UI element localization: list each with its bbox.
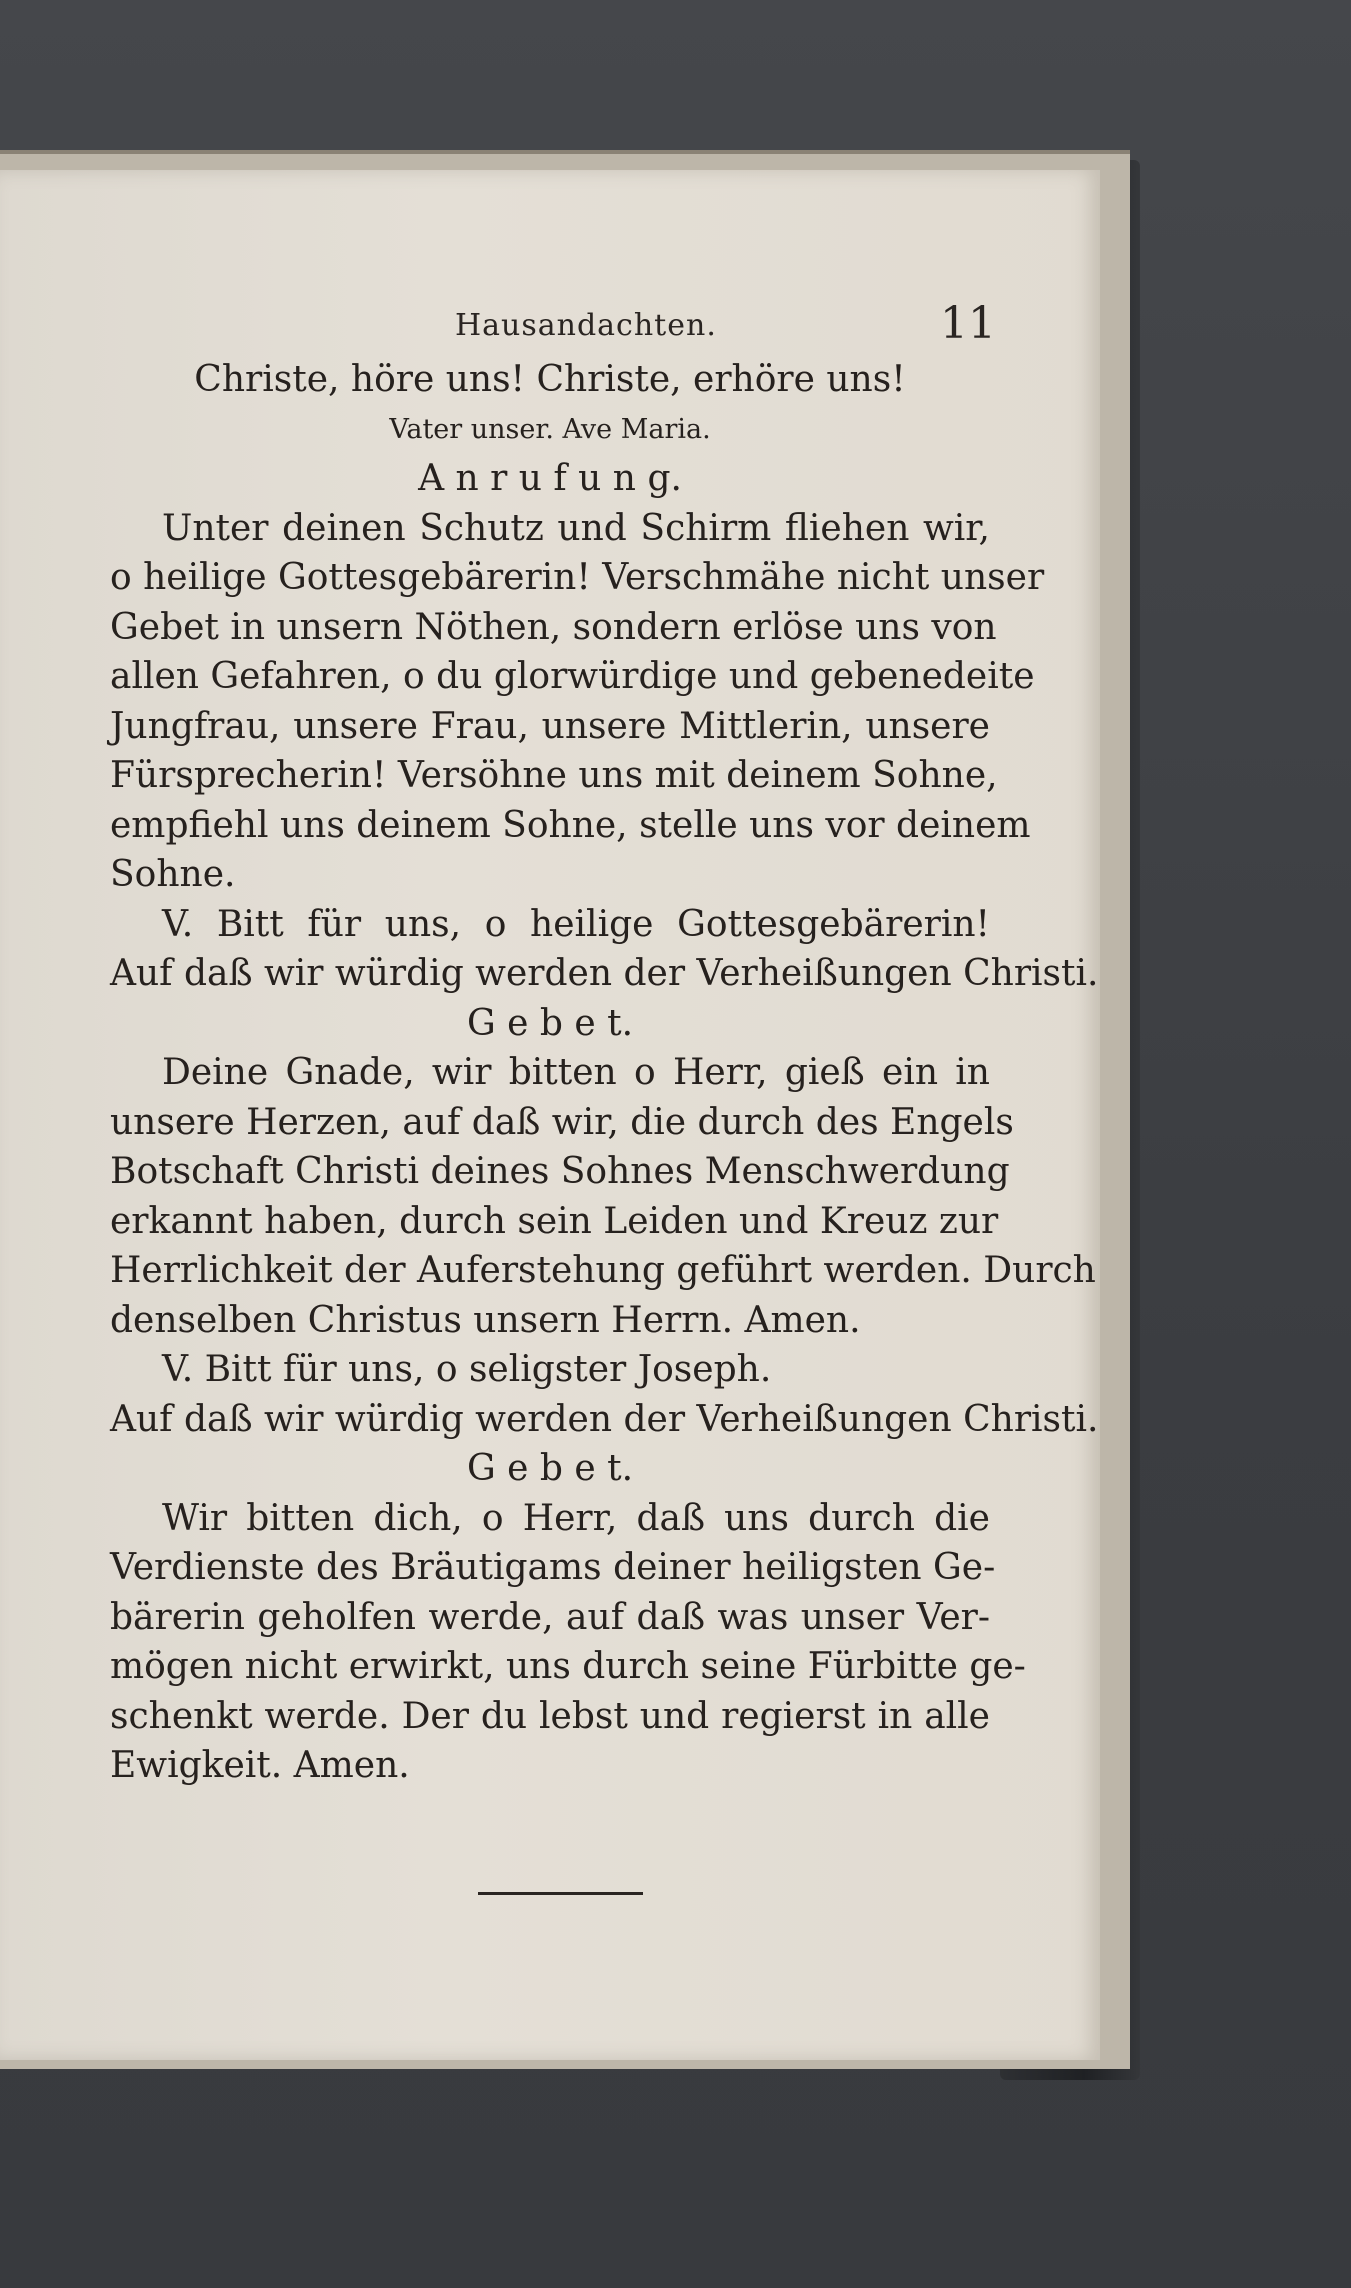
text-line: erkannt haben, durch sein Leiden und Kreuz zur [110,1200,999,1242]
text-line: Fürsprecherin! Versöhne uns mit deinem Sohne, [110,755,998,796]
text-line: Vater unser. Ave Maria. [389,413,711,445]
text-line: denselben Christus unsern Herrn. Amen. [110,1299,861,1341]
text-block [110,355,1099,1791]
text-line: Ewigkeit. Amen. [110,1745,410,1786]
text-line: schenkt werde. Der du lebst und regierst in alle [110,1695,990,1737]
text-line: Herrlichkeit der Auferstehung geführt werden. Durch [110,1250,1096,1291]
text-line: allen Gefahren, o du glorwürdige und gebenedeite [110,656,1035,697]
text-line: Wir bitten dich, o Herr, daß uns durch die [162,1497,990,1539]
text-line: Botschaft Christi deines Sohnes Menschwerdung [110,1151,1010,1192]
text-line: unsere Herzen, auf daß wir, die durch des Engels [110,1101,1014,1143]
response-line: Auf daß wir würdig werden der Verheißungen Christi. [110,953,1099,994]
versicle-line: V. Bitt für uns, o heilige Gottesgebärerin! [162,903,990,945]
text-line: Deine Gnade, wir bitten o Herr, gieß ein in [162,1052,990,1093]
closing-rule [478,1892,643,1895]
text-line: o heilige Gottesgebärerin! Verschmähe nicht unser [110,557,1045,598]
book-page [0,170,1100,2060]
text-line: mögen nicht erwirkt, uns durch seine Fürbitte ge- [110,1646,1026,1687]
text-line: Unter deinen Schutz und Schirm fliehen wir, [162,507,990,549]
text-line: bärerin geholfen werde, auf daß was unser Ver- [110,1596,990,1638]
text-line: Verdienste des Bräutigams deiner heiligsten Ge- [110,1547,996,1588]
text-line: Jungfrau, unsere Frau, unsere Mittlerin, unsere [110,705,990,747]
running-head [0,298,1100,358]
section-heading: G e b e t. [466,1448,634,1489]
running-title: Hausandachten. [455,308,717,343]
response-line: Auf daß wir würdig werden der Verheißungen Christi. [110,1398,1099,1440]
versicle-line: V. Bitt für uns, o seligster Joseph. [162,1349,772,1390]
text-line: Christe, höre uns! Christe, erhöre uns! [194,359,906,400]
section-heading: G e b e t. [466,1002,634,1044]
section-heading: A n r u f u n g. [418,458,682,499]
page-number: 11 [940,298,996,349]
text-line: empfiehl uns deinem Sohne, stelle uns vor deinem [110,804,1031,846]
text-line: Gebet in unsern Nöthen, sondern erlöse uns von [110,606,997,648]
text-line: Sohne. [110,854,236,895]
